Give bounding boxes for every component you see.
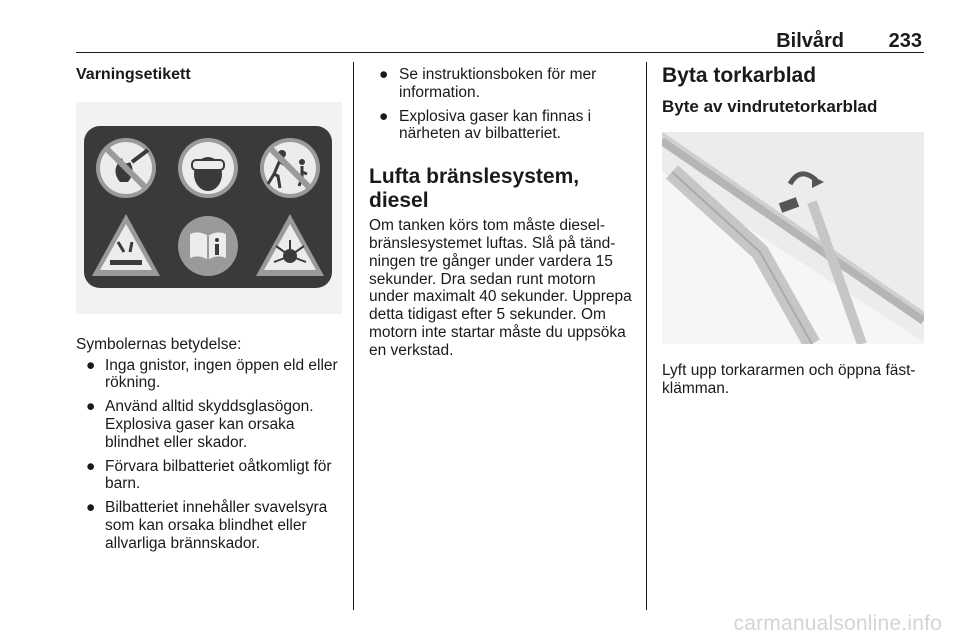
list-item-text: Bilbatteriet innehåller svavelsyra som kan orsaka blindhet eller allvarliga brännskador.	[105, 499, 328, 552]
list-item-text: Explosiva gaser kan finnas i närheten av bilbatteriet.	[399, 107, 592, 143]
symbols-list	[76, 357, 344, 553]
symbols-intro: Symbolernas betydelse:	[76, 335, 242, 353]
safety-goggles-icon	[178, 138, 238, 198]
watermark: carmanualsonline.info	[733, 612, 942, 635]
bullet-icon: ●	[379, 107, 389, 125]
list-item	[76, 398, 344, 451]
bullet-icon: ●	[86, 457, 96, 475]
list-item	[76, 458, 344, 494]
list-item	[76, 499, 344, 552]
section-title: Bilvård	[776, 30, 844, 52]
wiper-heading: Byta torkarblad	[662, 64, 817, 87]
warning-label-heading: Varningsetikett	[76, 66, 191, 83]
fuel-system-heading: Lufta bränslesystem, diesel	[369, 165, 580, 213]
no-fire-icon	[96, 138, 156, 198]
wiper-blade-image	[662, 132, 924, 344]
list-item-text: Förvara bilbatteriet oåtkomligt för barn.	[105, 457, 332, 493]
bullet-icon: ●	[86, 499, 96, 517]
bullet-icon: ●	[86, 398, 96, 416]
column-divider	[646, 62, 647, 610]
list-item-text: Inga gnistor, ingen öppen eld eller rökning.	[105, 356, 338, 392]
page-number: 233	[888, 30, 922, 52]
column-fuel-system	[369, 66, 634, 360]
warning-symbols-image	[76, 102, 342, 314]
list-item	[369, 66, 634, 102]
page-header	[76, 30, 924, 53]
list-item	[369, 108, 634, 144]
column-divider	[353, 62, 354, 610]
no-children-icon	[260, 138, 320, 198]
bullet-icon: ●	[379, 66, 389, 83]
bullet-icon: ●	[86, 356, 96, 374]
wiper-figure	[662, 132, 924, 344]
list-item-text: Använd alltid skyddsglasögon. Explosiva gaser kan orsaka blindhet eller skador.	[105, 398, 314, 451]
info-list	[369, 66, 634, 143]
column-warning-label	[76, 66, 344, 559]
warning-label-figure	[76, 102, 342, 314]
column-wiper-blades	[662, 66, 927, 397]
list-item	[76, 357, 344, 393]
fuel-system-body: Om tanken körs tom måste diesel-bränslesystemet luftas. Slå på tänd-ningen tre gånger under vardera 15 sekunder. Dra sedan runt motorn under maximalt 40 sekunder. Upprepa detta tidigast efter 5 sekunder. Om motorn inte startar måste du uppsöka en verkstad.	[369, 217, 632, 359]
wiper-subheading: Byte av vindrutetorkarblad	[662, 97, 878, 116]
list-item-text: Se instruktionsboken för mer information.	[399, 66, 597, 101]
wiper-caption: Lyft upp torkararmen och öppna fäst-klämman.	[662, 361, 916, 397]
manual-icon	[178, 216, 238, 276]
